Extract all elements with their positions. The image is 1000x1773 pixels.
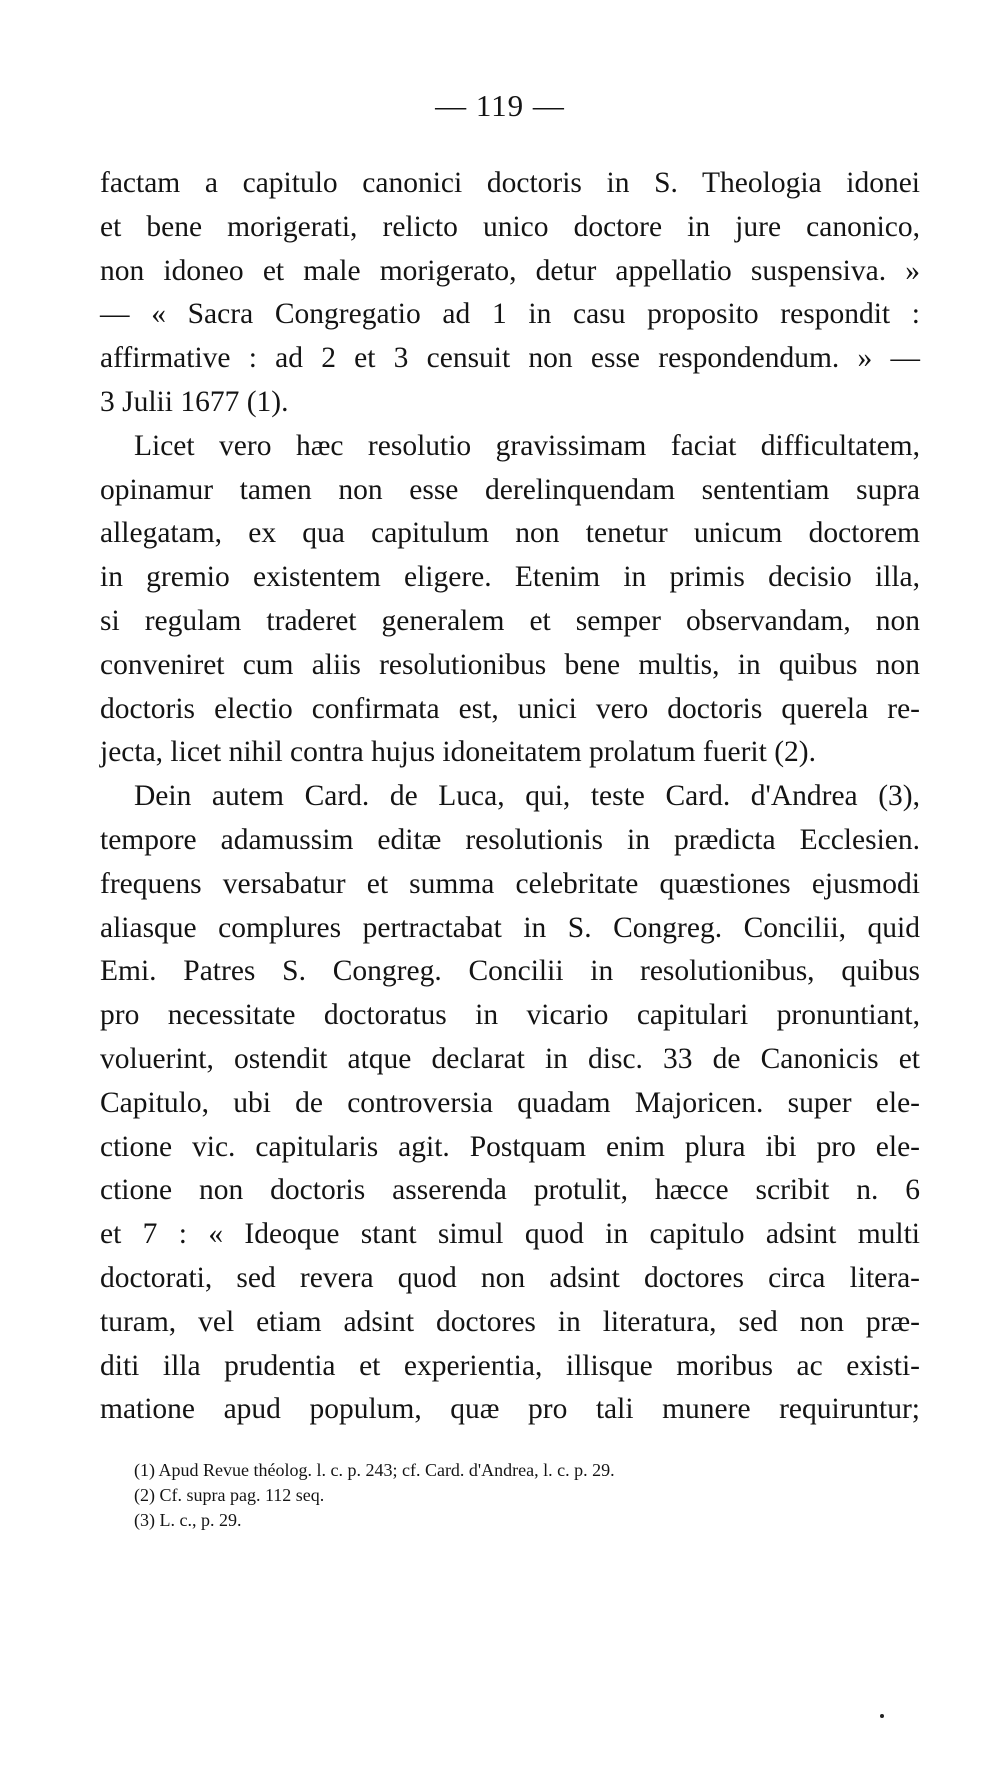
- text-line: factam a capitulo canonici doctoris in S. Theologia idonei: [100, 167, 920, 199]
- text-line: diti illa prudentia et experientia, illisque moribus ac existi-: [100, 1349, 920, 1382]
- text-line: ctione vic. capitularis agit. Postquam enim plura ibi pro ele-: [100, 1130, 920, 1163]
- text-line: Emi. Patres S. Congreg. Concilii in resolutionibus, quibus: [100, 955, 920, 988]
- text-line: et 7 : « Ideoque stant simul quod in capitulo adsint multi: [100, 1218, 920, 1251]
- text-line: voluerint, ostendit atque declarat in disc. 33 de Canonicis et: [100, 1042, 920, 1075]
- text-line: doctorati, sed revera quod non adsint doctores circa litera-: [100, 1261, 920, 1294]
- footnote-3: (3) L. c., p. 29.: [134, 1510, 242, 1530]
- text-line: Dein autem Card. de Luca, qui, teste Card. d'Andrea (3),: [134, 780, 920, 813]
- text-line: doctoris electio confirmata est, unici vero doctoris querela re-: [100, 692, 920, 725]
- text-line: pro necessitate doctoratus in vicario capitulari pronuntiant,: [100, 999, 920, 1032]
- text-line: tempore adamussim editæ resolutionis in prædicta Ecclesien.: [100, 823, 920, 856]
- footnote-1: (1) Apud Revue théolog. l. c. p. 243; cf. Card. d'Andrea, l. c. p. 29.: [134, 1460, 615, 1480]
- text-line: opinamur tamen non esse derelinquendam sententiam supra: [100, 473, 920, 506]
- text-line: et bene morigerati, relicto unico doctore in jure canonico,: [100, 210, 920, 243]
- text-line: matione apud populum, quæ pro tali munere requiruntur;: [100, 1393, 920, 1426]
- text-line: si regulam traderet generalem et semper observandam, non: [100, 604, 920, 637]
- text-line: affirmative : ad 2 et 3 censuit non esse respondendum. » —: [100, 342, 920, 375]
- text-line: frequens versabatur et summa celebritate quæstiones ejusmodi: [100, 867, 920, 900]
- text-line: turam, vel etiam adsint doctores in literatura, sed non præ-: [100, 1305, 920, 1338]
- body-text: [100, 162, 920, 1432]
- text-line: jecta, licet nihil contra hujus idoneitatem prolatum fuerit (2).: [100, 736, 816, 769]
- text-line: ctione non doctoris asserenda protulit, hæcce scribit n. 6: [100, 1174, 920, 1207]
- text-line: 3 Julii 1677 (1).: [100, 385, 289, 418]
- text-line: allegatam, ex qua capitulum non tenetur unicum doctorem: [100, 517, 920, 550]
- text-line: aliasque complures pertractabat in S. Congreg. Concilii, quid: [100, 911, 920, 944]
- text-line: non idoneo et male morigerato, detur appellatio suspensiva. »: [100, 254, 920, 287]
- page-number: — 119 —: [435, 88, 565, 123]
- text-line: Capitulo, ubi de controversia quadam Majoricen. super ele-: [100, 1086, 920, 1119]
- footnote-2: (2) Cf. supra pag. 112 seq.: [134, 1485, 325, 1505]
- text-line: conveniret cum aliis resolutionibus bene multis, in quibus non: [100, 648, 920, 681]
- footnotes: [134, 1458, 894, 1533]
- text-line: Licet vero hæc resolutio gravissimam faciat difficultatem,: [134, 429, 920, 462]
- ink-speck: [880, 1714, 884, 1718]
- text-line: — « Sacra Congregatio ad 1 in casu proposito respondit :: [100, 298, 920, 331]
- text-line: in gremio existentem eligere. Etenim in primis decisio illa,: [100, 561, 920, 594]
